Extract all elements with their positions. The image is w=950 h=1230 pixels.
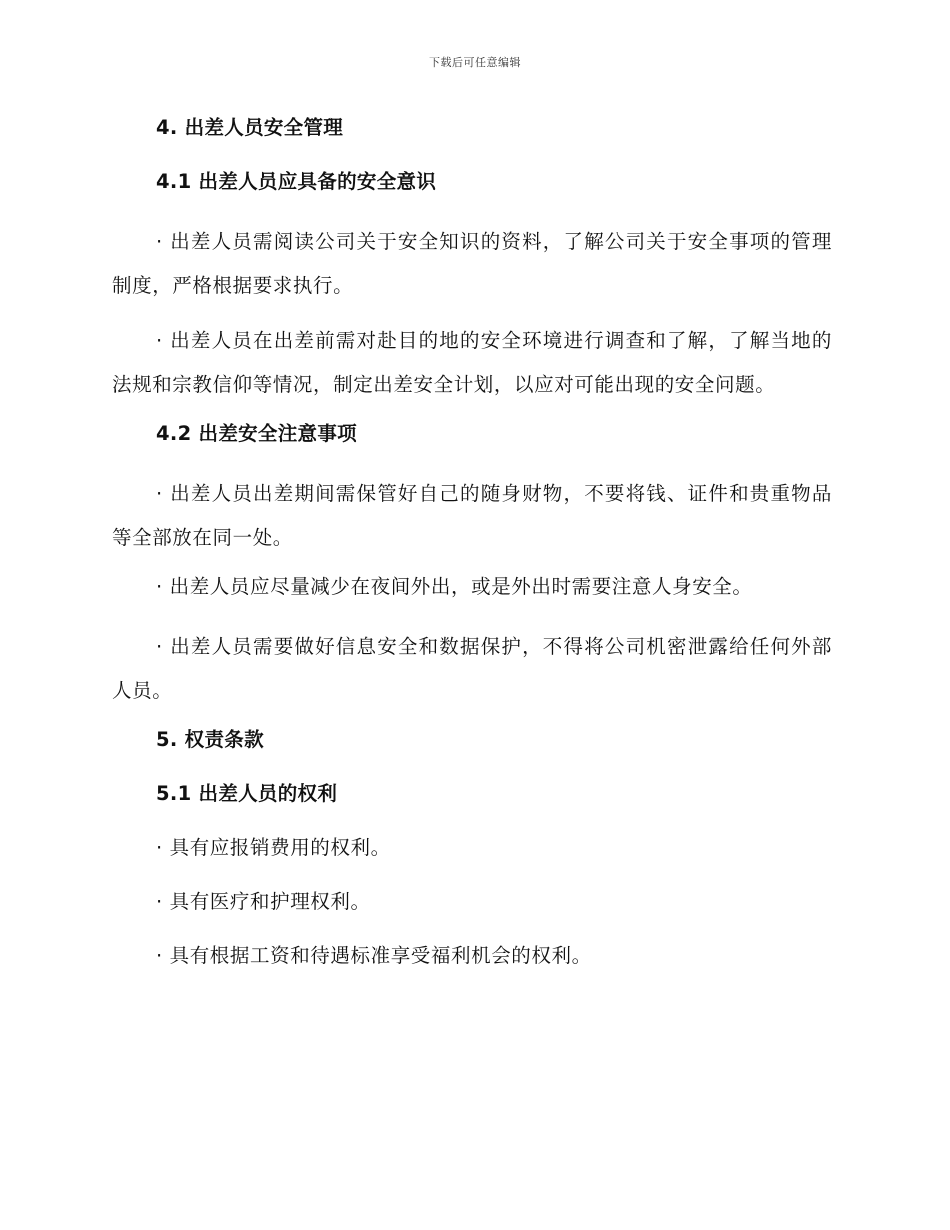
section-heading-4: 4. 出差人员安全管理: [156, 116, 344, 139]
paragraph-4-2-3: · 出差人员需要做好信息安全和数据保护，不得将公司机密泄露给任何外部人员。: [112, 635, 832, 702]
section-heading-5: 5. 权责条款: [156, 728, 264, 751]
section-heading-4-2: 4.2 出差安全注意事项: [156, 422, 357, 445]
paragraph-4-2-1: · 出差人员出差期间需保管好自己的随身财物，不要将钱、证件和贵重物品等全部放在同一处。: [112, 482, 832, 549]
list-item: · 具有应报销费用的权利。: [156, 836, 391, 859]
section-heading-5-1: 5.1 出差人员的权利: [156, 782, 338, 805]
document-body: [112, 112, 832, 994]
paragraph-4-1-1: · 出差人员需阅读公司关于安全知识的资料，了解公司关于安全事项的管理制度，严格根据要求执行。: [112, 230, 832, 297]
page-header: 下载后可任意编辑: [429, 56, 521, 69]
list-item: · 具有根据工资和待遇标准享受福利机会的权利。: [156, 944, 592, 967]
list-item: · 具有医疗和护理权利。: [156, 890, 371, 913]
paragraph-4-2-2: · 出差人员应尽量减少在夜间外出，或是外出时需要注意人身安全。: [156, 575, 753, 598]
paragraph-4-1-2: · 出差人员在出差前需对赴目的地的安全环境进行调查和了解，了解当地的法规和宗教信仰等情况，制定出差安全计划，以应对可能出现的安全问题。: [112, 329, 832, 396]
section-heading-4-1: 4.1 出差人员应具备的安全意识: [156, 170, 437, 193]
